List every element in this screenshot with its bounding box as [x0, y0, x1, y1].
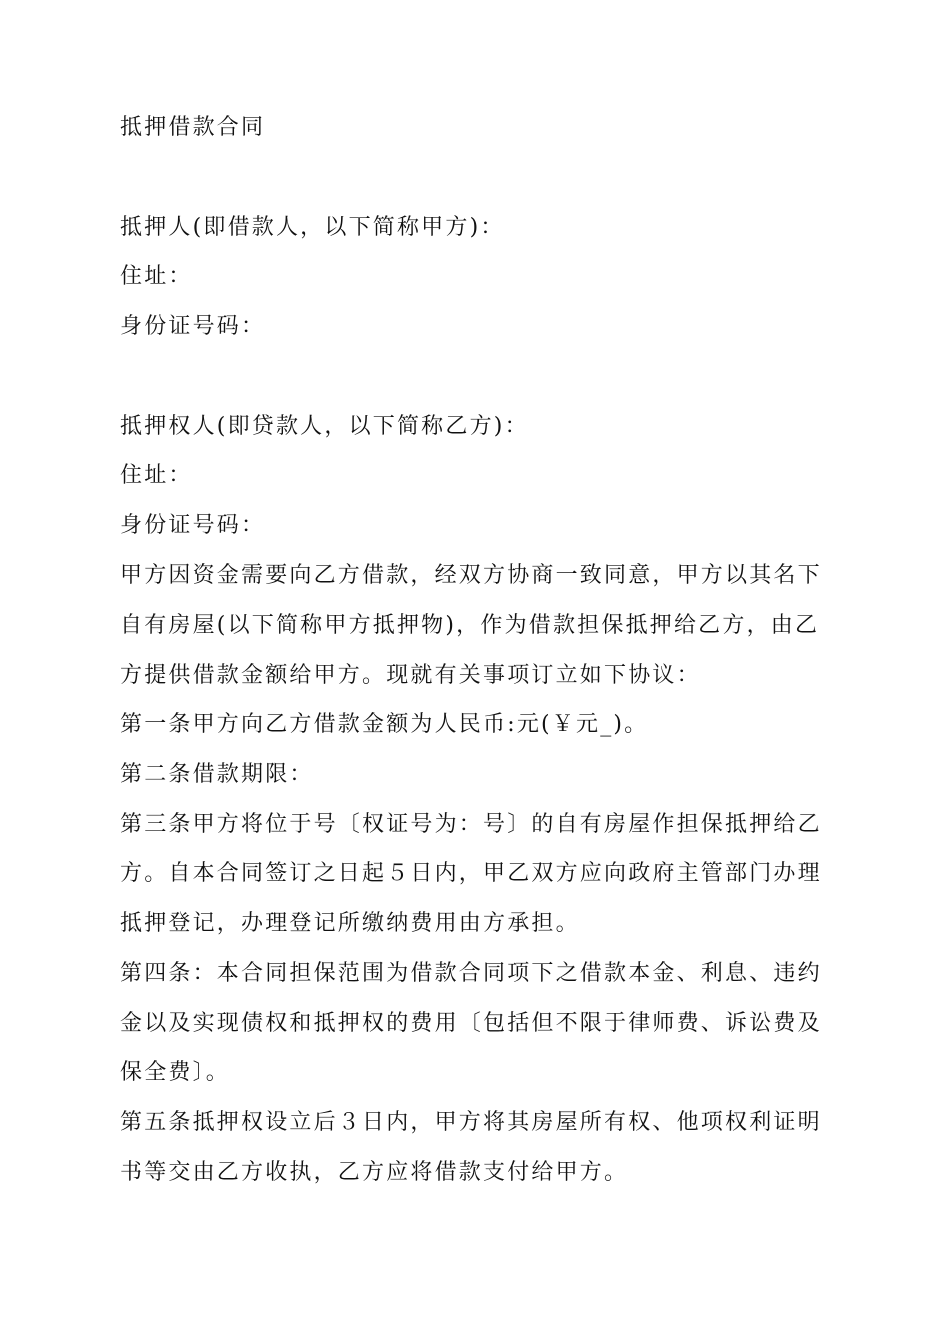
mortgagor-id-label: 身份证号码：	[120, 314, 266, 339]
mortgagor-heading: 抵押人(即借款人，以下简称甲方)：	[120, 215, 505, 240]
mortgagor-address-label: 住址：	[120, 264, 193, 289]
article-3-line: 第三条甲方将位于号〔权证号为：号〕的自有房屋作担保抵押给乙	[120, 812, 822, 837]
article-4-line: 金以及实现债权和抵押权的费用〔包括但不限于律师费、诉讼费及	[120, 1011, 822, 1036]
mortgagee-address-label: 住址：	[120, 463, 193, 488]
article-5-line: 第五条抵押权设立后３日内，甲方将其房屋所有权、他项权利证明	[120, 1110, 822, 1135]
mortgagee-id-label: 身份证号码：	[120, 513, 266, 538]
article-3-line: 方。自本合同签订之日起５日内，甲乙双方应向政府主管部门办理	[120, 861, 822, 886]
article-3-line: 抵押登记，办理登记所缴纳费用由方承担。	[120, 911, 580, 936]
article-2-line: 第二条借款期限：	[120, 762, 314, 787]
preamble-line: 甲方因资金需要向乙方借款，经双方协商一致同意，甲方以其名下	[120, 563, 822, 588]
article-4-line: 第四条：本合同担保范围为借款合同项下之借款本金、利息、违约	[120, 961, 822, 986]
article-1-line: 第一条甲方向乙方借款金额为人民币:元(￥元_)。	[120, 712, 649, 737]
preamble-line: 自有房屋(以下简称甲方抵押物)，作为借款担保抵押给乙方，由乙	[120, 613, 820, 638]
article-5-line: 书等交由乙方收执，乙方应将借款支付给甲方。	[120, 1160, 629, 1185]
preamble-line: 方提供借款金额给甲方。现就有关事项订立如下协议：	[120, 663, 701, 688]
document-title: 抵押借款合同	[120, 115, 266, 140]
article-4-line: 保全费〕。	[120, 1060, 231, 1085]
mortgagee-heading: 抵押权人(即贷款人，以下简称乙方)：	[120, 414, 529, 439]
